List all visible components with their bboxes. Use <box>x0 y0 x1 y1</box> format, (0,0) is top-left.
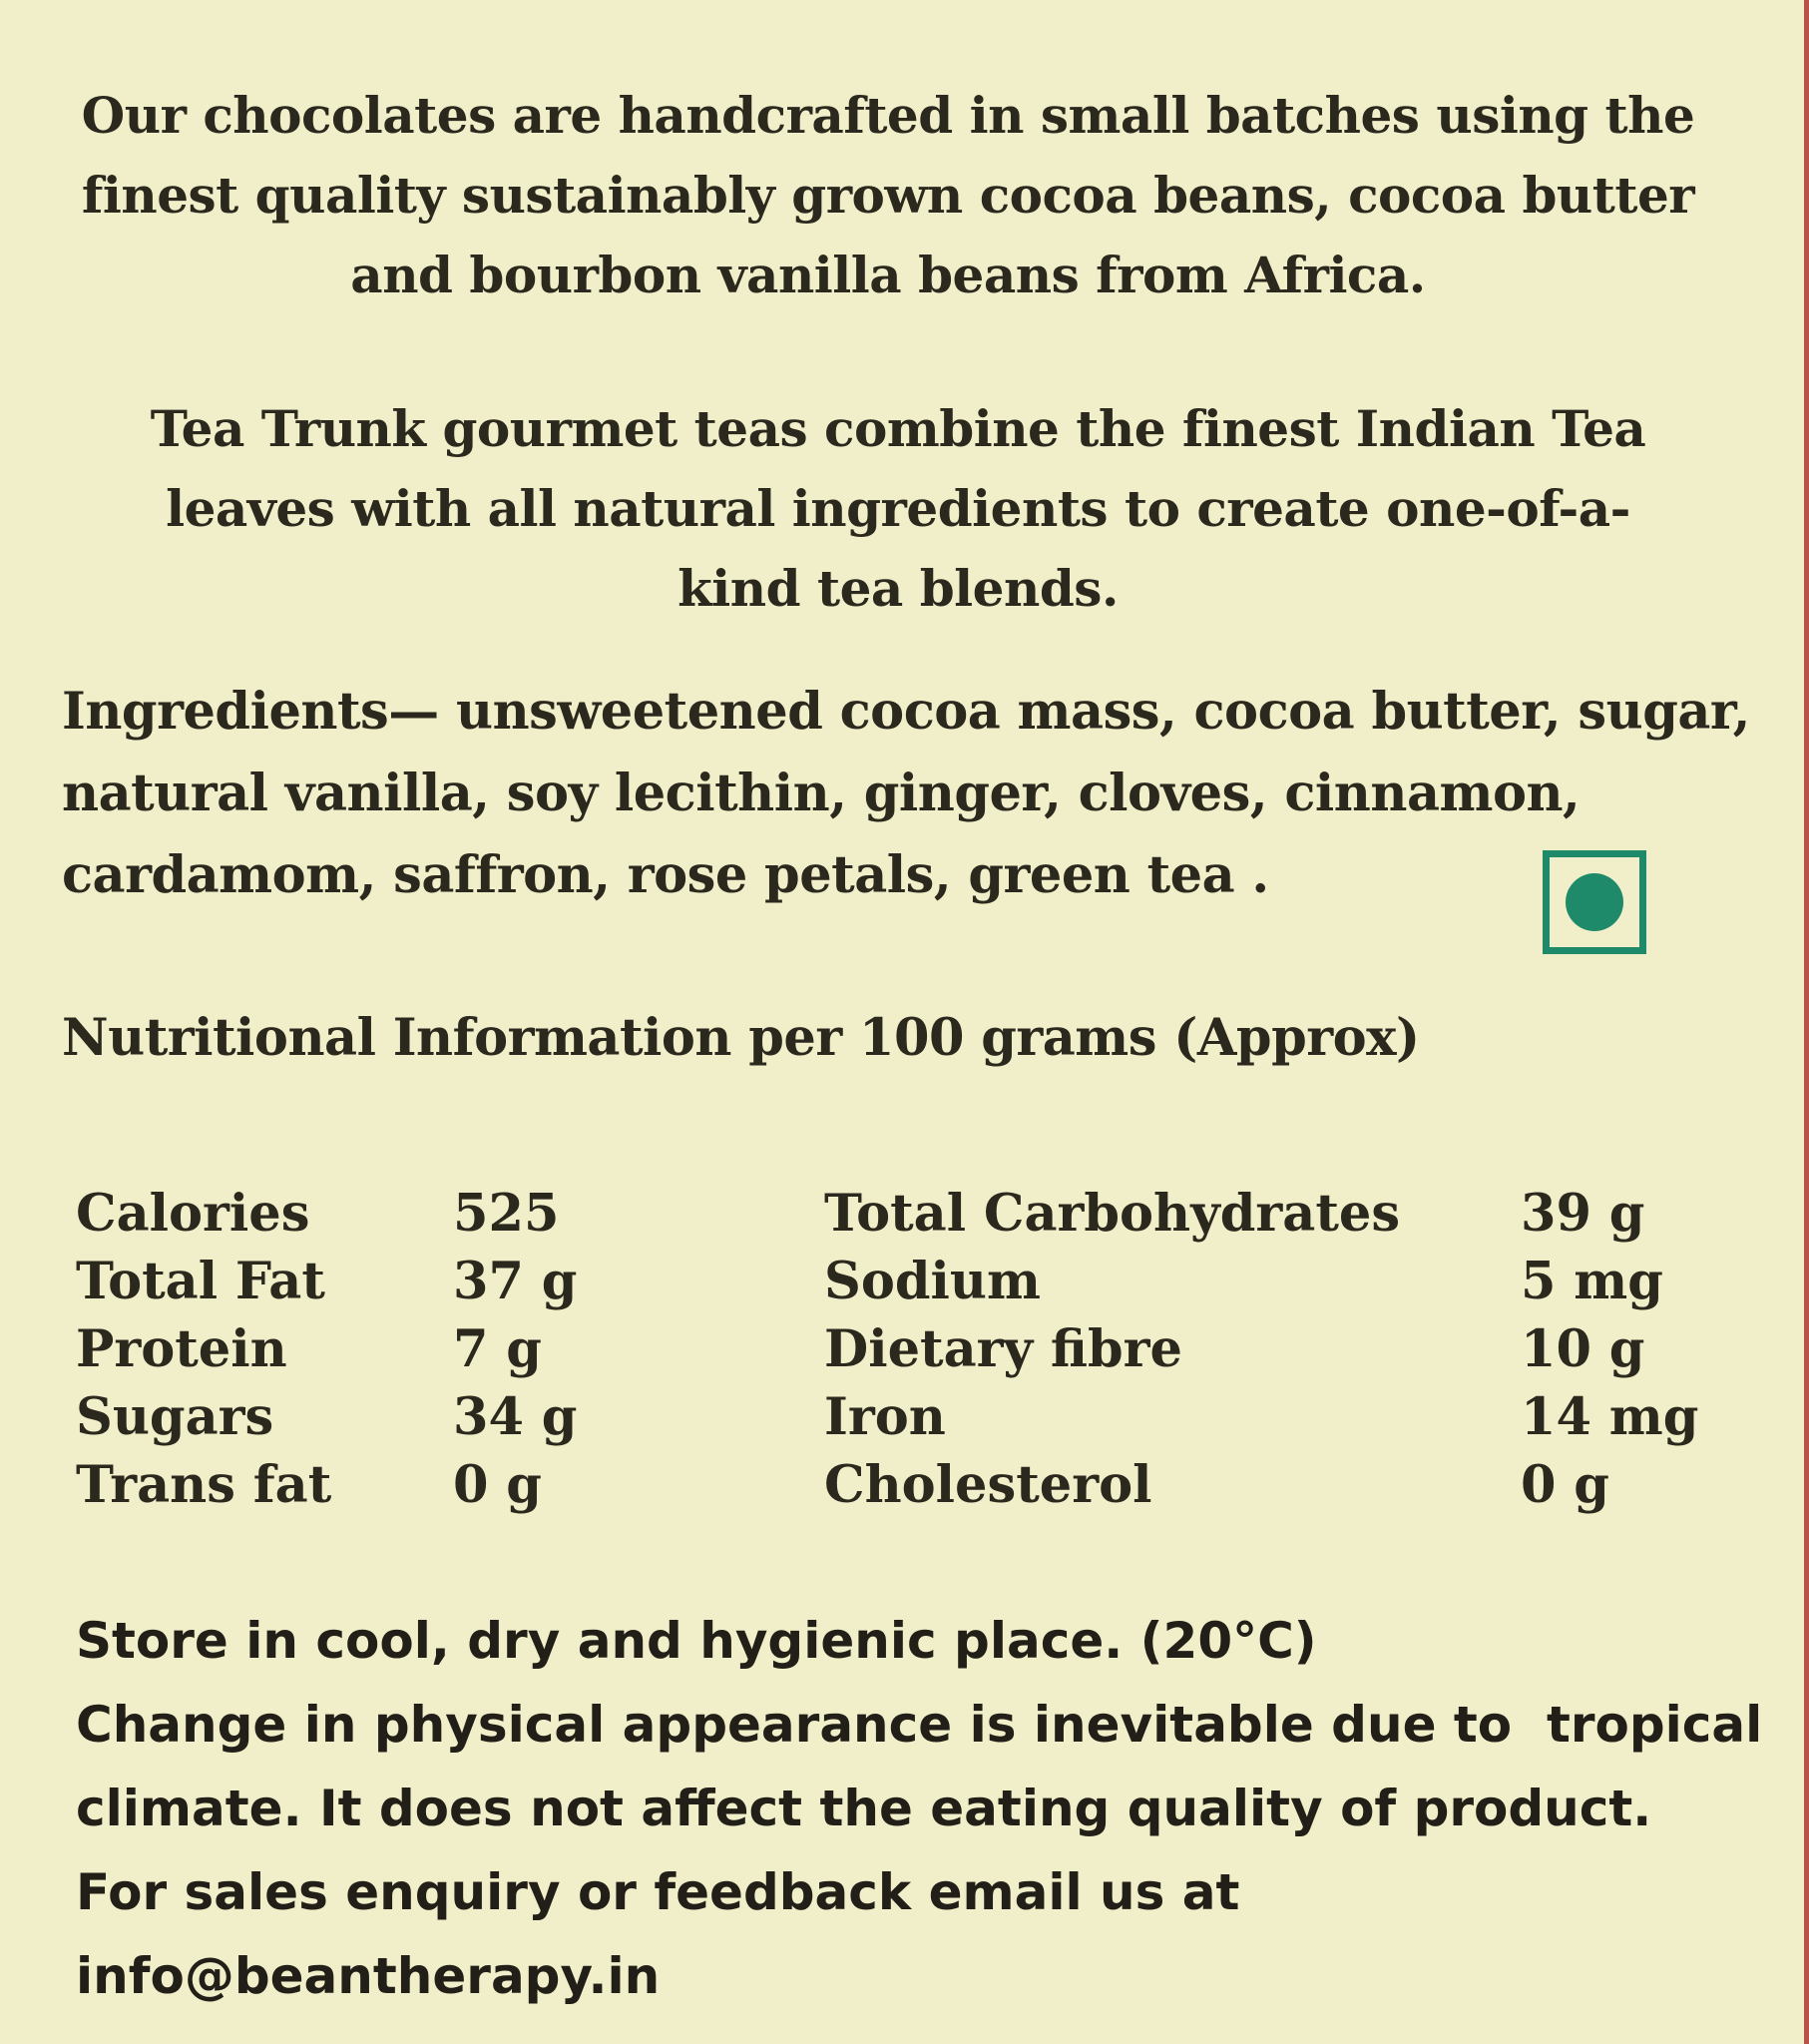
contact-line: For sales enquiry or feedback email us at <box>76 1863 1240 1921</box>
vegetarian-dot <box>1566 873 1623 931</box>
table-row <box>76 1315 1732 1383</box>
nutrient-name: Dietary fibre <box>824 1319 1182 1379</box>
nutrient-name: Calories <box>76 1184 310 1244</box>
table-row <box>76 1248 1732 1315</box>
nutrient-name: Protein <box>76 1319 287 1379</box>
contact-email: info@beantherapy.in <box>76 1947 661 2005</box>
nutrient-name: Total Fat <box>76 1252 325 1311</box>
nutrient-value: 0 g <box>453 1455 542 1515</box>
nutrient-name: Sugars <box>76 1387 274 1447</box>
ingredients-list: Ingredients— unsweetened cocoa mass, cocoa butter, sugar, natural vanilla, soy lecithin, ginger, cloves, cinnamon, cardamom, saffron, rose petals, green tea . <box>62 682 1750 905</box>
nutrient-name: Sodium <box>824 1252 1041 1311</box>
nutrient-value: 7 g <box>453 1319 542 1379</box>
nutrient-value: 39 g <box>1521 1184 1645 1244</box>
table-row <box>76 1451 1732 1519</box>
nutrient-name: Total Carbohydrates <box>824 1184 1401 1244</box>
nutrient-name: Trans fat <box>76 1455 332 1515</box>
storage-and-contact <box>76 1599 1792 2018</box>
nutrient-value: 10 g <box>1521 1319 1645 1379</box>
chocolate-description: Our chocolates are handcrafted in small batches using the finest quality sustainably grown cocoa beans, cocoa butter and bourbon vanilla beans from Africa. <box>81 86 1695 304</box>
table-row <box>76 1180 1732 1248</box>
nutrient-value: 0 g <box>1521 1455 1609 1515</box>
nutrition-title: Nutritional Information per 100 grams (Approx) <box>62 1008 1420 1068</box>
tea-description: Tea Trunk gourmet teas combine the finest Indian Tea leaves with all natural ingredients to create one-of-a-kind tea blends. <box>150 399 1646 618</box>
nutrient-value: 34 g <box>453 1387 578 1447</box>
table-row <box>76 1383 1732 1451</box>
nutrient-value: 5 mg <box>1521 1252 1663 1311</box>
nutrient-value: 14 mg <box>1521 1387 1699 1447</box>
nutrition-table <box>76 1180 1732 1519</box>
appearance-notice-line: Change in physical appearance is inevitable due to tropical <box>76 1696 1763 1754</box>
nutrient-name: Iron <box>824 1387 946 1447</box>
appearance-notice-line: climate. It does not affect the eating quality of product. <box>76 1780 1652 1837</box>
nutrient-name: Cholesterol <box>824 1455 1152 1515</box>
nutrient-value: 525 <box>453 1184 560 1244</box>
package-edge <box>1804 0 1809 2044</box>
vegetarian-mark-icon <box>1543 850 1646 954</box>
storage-instruction: Store in cool, dry and hygienic place. (20°C) <box>76 1612 1317 1670</box>
nutrient-value: 37 g <box>453 1252 578 1311</box>
